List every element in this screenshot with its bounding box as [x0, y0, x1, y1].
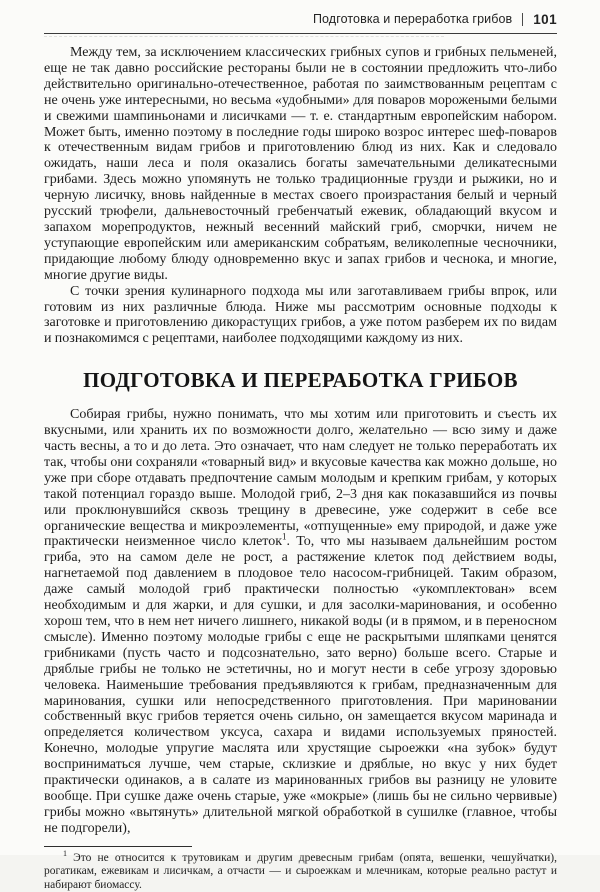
paragraph-text-before-footnote: Собирая грибы, нужно понимать, что мы хотим или приготовить и съесть их вкусными, или хранить их по возможности долго, желательно — всю зиму и даже часть весны, а то и до лета. Это означает, что нам следует не только переработать их так, чтобы они сохраняли «товарный вид» и вкусовые качества как можно дольше, но уже при сборе отдавать предпочтение самым молодым и крепким грибам, у которых такой потенциал гораздо выше. Молодой гриб, 2–3 дня как показавшийся из почвы или проклюнувшийся сквозь трещину в древесине, уже содержит в себе все органические вещества и микроэлементы, «отпущенные» ему природой, и даже уже практически неизменное число клеток — [44, 407, 557, 550]
footnote — [44, 848, 557, 892]
page-number: 101 — [533, 11, 557, 27]
intro-paragraph-2: С точки зрения кулинарного подхода мы или заготавливаем грибы впрок, или готовим из них различные блюда. Ниже мы рассмотрим основные подходы к заготовке и приготовлению дикорастущих грибов, а уже потом разберем их по видам и познакомимся с рецептами, наиболее подходящими каждому из них. — [44, 283, 557, 347]
page-body — [44, 45, 557, 837]
footnote-marker: 1 — [63, 848, 67, 858]
footnote-area — [44, 846, 557, 892]
page-header — [44, 11, 557, 27]
scan-artifact-line — [44, 36, 444, 37]
footnote-text: Это не относится к трутовикам и другим древесным грибам (опята, вешенки, чешуйчатки), рогатикам, ежевикам и лисичкам, а отчасти — и сыроежкам и млечникам, которые реально растут и набирают биомассу. — [44, 851, 557, 891]
footnote-rule — [44, 846, 192, 847]
footnote-reference: 1 — [282, 531, 287, 542]
intro-paragraph-1: Между тем, за исключением классических грибных супов и грибных пельменей, еще не так давно российские рестораны были не в состоянии предложить что-либо действительно оригинально-отечественное, работая по заимствованным рецептам с не очень уже интересными, но весьма «удобными» для поваров морожеными белыми и свежими шампиньонами и лисичками — т. е. стандартным европейским набором. Может быть, именно поэтому в последние годы широко возрос интерес шеф-поваров к отечественным видам грибов и приготовлению блюд из них. Как и следовало ожидать, наши леса и поля оказались богаты замечательными деликатесными грибами. Здесь можно упомянуть не только традиционные грузди и рыжики, но и черную лисичку, вновь найденные в местах своего произрастания белый и черный русский трюфели, дальневосточный гребенчатый ежевик, обладающий вкусом и запахом морепродуктов, нежный весенний майский гриб, сморчки, ничем не уступающие европейским или американским собратьям, великолепные чесночники, придающие любому блюду одновременно вкус и запах грибов и чеснока, и многие, многие другие виды. — [44, 45, 557, 283]
running-title: Подготовка и переработка грибов — [312, 12, 513, 26]
section-paragraph — [44, 407, 557, 836]
paragraph-text-after-footnote: . То, что мы называем дальнейшим ростом гриба, это на самом деле не рост, а растяжение клеток под действием воды, нагнетаемой под давлением в плодовое тело насосом-грибницей. Таким образом, даже самый молодой гриб практически полностью «укомплектован» всем необходимым и для жарки, и для сушки, и для засолки-маринования, и особенно хорош тем, что в нем нет ничего лишнего, никакой воды (и в прямом, и в переносном смысле). Именно поэтому молодые грибы с еще не раскрытыми шляпками ценятся грибниками (пусть часто и подсознательно, зато верно) больше всего. Старые и дряблые грибы не только не эстетичны, но и могут нести в себе угрозу здоровью человека. Наименьшие требования предъявляются к грибам, предназначенным для маринования, сушки или непосредственного приготовления. При мариновании собственный вкус грибов теряется очень сильно, он замещается вкусом маринада и определяется количеством уксуса, сахара и видами используемых пряностей. Конечно, молодые упругие маслята или хрустящие сыроежки «на зубок» будут восприниматься лучше, чем старые, склизкие и дряблые, но вкус у них будет практически одинаков, а в салате из маринованных грибов вы разницу не уловите вообще. При сушке даже очень старые, уже «мокрые» (лишь бы не сильно червивые) грибы можно «вытянуть» длительной мягкой обработкой в сушилке (главное, чтобы не подгорели), — [44, 534, 557, 836]
header-divider — [522, 13, 523, 26]
section-heading: ПОДГОТОВКА И ПЕРЕРАБОТКА ГРИБОВ — [83, 368, 518, 393]
header-rule — [44, 33, 557, 34]
